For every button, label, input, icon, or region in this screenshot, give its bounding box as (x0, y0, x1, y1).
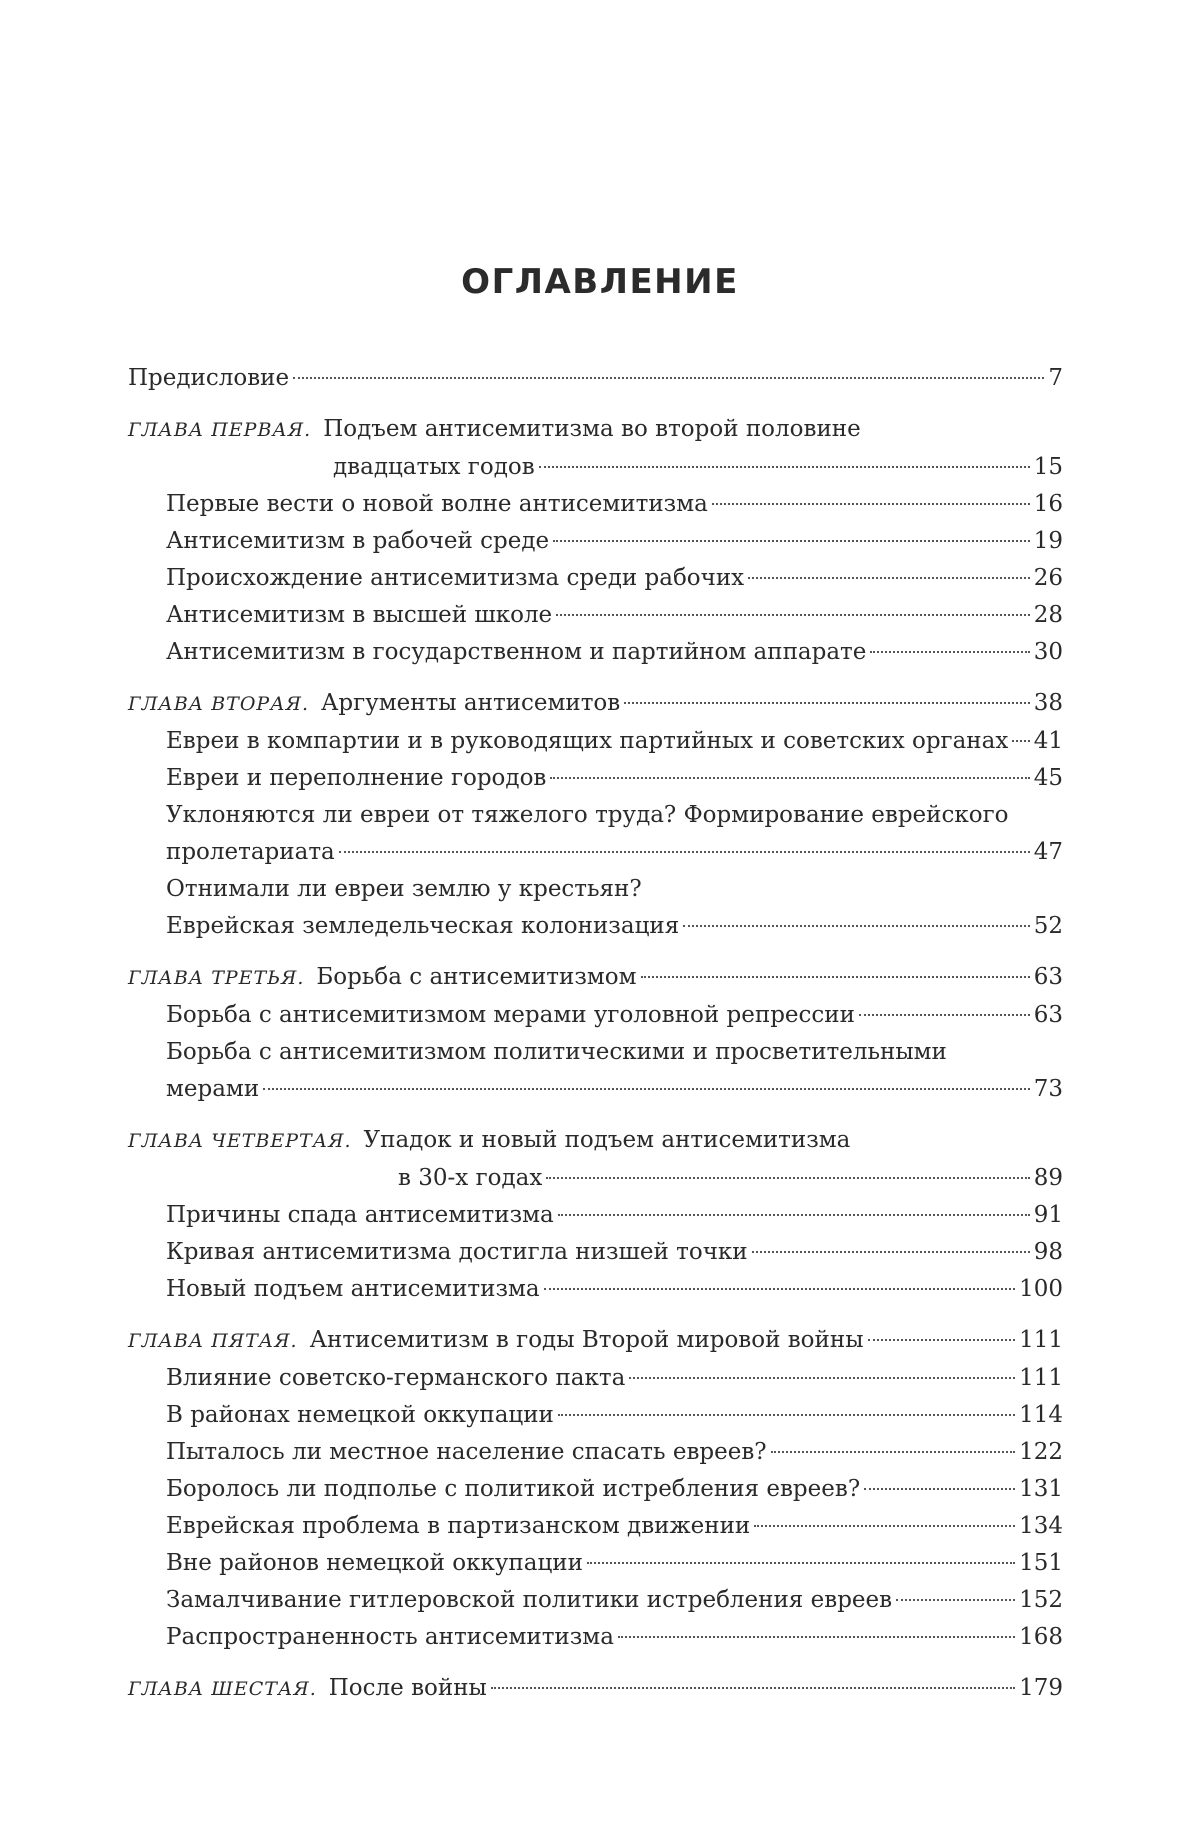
toc-page-number: 16 (1033, 491, 1063, 517)
dot-leader (896, 1599, 1015, 1601)
toc-entry[interactable] (128, 1619, 1063, 1656)
dot-leader (683, 925, 1030, 927)
toc-entry-text: Борьба с антисемитизмом мерами уголовной репрессии (166, 1002, 855, 1028)
toc-entry[interactable] (128, 597, 1063, 634)
toc-page-number: 131 (1019, 1476, 1063, 1502)
toc-entry[interactable] (128, 1508, 1063, 1545)
toc-entry-text: Первые вести о новой волне антисемитизма (166, 491, 708, 517)
toc-page-number: 52 (1033, 913, 1063, 939)
dot-leader (263, 1088, 1030, 1090)
dot-leader (546, 1177, 1029, 1179)
chapter-heading-cont[interactable] (128, 449, 1063, 486)
dot-leader (859, 1014, 1030, 1016)
chapter-heading[interactable] (128, 1122, 1063, 1160)
chapter-label: ГЛАВА ШЕСТАЯ. (128, 1678, 317, 1700)
dot-leader (558, 1414, 1015, 1416)
toc-entry[interactable] (128, 560, 1063, 597)
toc-entry[interactable] (128, 523, 1063, 560)
page-title: ОГЛАВЛЕНИЕ (461, 262, 739, 302)
chapter-label: ГЛАВА ЧЕТВЕРТАЯ. (128, 1130, 352, 1152)
toc-entry-text: Причины спада антисемитизма (166, 1202, 554, 1228)
chapter-title-line: Аргументы антисемитов (321, 690, 621, 716)
dot-leader (864, 1488, 1015, 1490)
toc-page-number: 114 (1019, 1402, 1063, 1428)
toc-entry-text: Антисемитизм в государственном и партийном аппарате (166, 639, 867, 665)
toc-entry-text: Антисемитизм в высшей школе (166, 602, 553, 628)
dot-leader (629, 1377, 1015, 1379)
chapter-title-line: Подъем антисемитизма во второй половине (323, 416, 861, 442)
toc-entry-text: Вне районов немецкой оккупации (166, 1550, 583, 1576)
toc-entry-line[interactable]: Уклоняются ли евреи от тяжелого труда? Формирование еврейского (166, 802, 1009, 828)
toc-entry-line[interactable]: Отнимали ли евреи землю у крестьян? (166, 876, 642, 902)
chapter-block (128, 411, 1063, 671)
dot-leader (544, 1288, 1016, 1290)
toc-page-number: 7 (1048, 365, 1063, 391)
chapter-block (128, 959, 1063, 1108)
toc-page-number: 134 (1019, 1513, 1063, 1539)
chapter-heading-cont[interactable] (128, 1160, 1063, 1197)
toc-page-number: 151 (1019, 1550, 1063, 1576)
toc-entry[interactable] (128, 1582, 1063, 1619)
dot-leader (618, 1636, 1015, 1638)
dot-leader (1012, 740, 1029, 742)
chapter-block (128, 1122, 1063, 1308)
dot-leader (550, 777, 1029, 779)
chapter-heading[interactable] (128, 1670, 1063, 1708)
chapter-label: ГЛАВА ВТОРАЯ. (128, 693, 309, 715)
toc-entry[interactable] (128, 760, 1063, 797)
toc-entry-text: Боролось ли подполье с политикой истребления евреев? (166, 1476, 861, 1502)
toc-entry-text: Замалчивание гитлеровской политики истребления евреев (166, 1587, 893, 1613)
toc-entry[interactable] (128, 723, 1063, 760)
dot-leader (641, 976, 1030, 978)
toc-page-number: 41 (1033, 728, 1063, 754)
toc-page-number: 63 (1033, 1002, 1063, 1028)
chapter-block (128, 685, 1063, 945)
toc-page-number: 111 (1019, 1365, 1063, 1391)
toc-entry-text: Еврейская проблема в партизанском движении (166, 1513, 751, 1539)
chapter-list (128, 411, 1063, 1708)
dot-leader (712, 503, 1030, 505)
toc-entry-text: Новый подъем антисемитизма (166, 1276, 540, 1302)
dot-leader (539, 466, 1030, 468)
toc-entry[interactable] (128, 1197, 1063, 1234)
chapter-title-line: Борьба с антисемитизмом (316, 964, 637, 990)
toc-entry-text: В районах немецкой оккупации (166, 1402, 554, 1428)
toc-page-number: 28 (1033, 602, 1063, 628)
dot-leader (771, 1451, 1015, 1453)
toc-entry-text: Евреи и переполнение городов (166, 765, 547, 791)
dot-leader (752, 1251, 1030, 1253)
toc-entry-text: Евреи в компартии и в руководящих партийных и советских органах (166, 728, 1009, 754)
toc-page-number: 100 (1019, 1276, 1063, 1302)
toc-entry-text: Происхождение антисемитизма среди рабочих (166, 565, 745, 591)
toc-page-number: 152 (1019, 1587, 1063, 1613)
toc-entry[interactable] (128, 1471, 1063, 1508)
toc-entry-text: Предисловие (128, 365, 290, 391)
toc-page-number: 26 (1033, 565, 1063, 591)
chapter-heading[interactable] (128, 1322, 1063, 1360)
toc-page-number: 47 (1033, 839, 1063, 865)
toc-page-number: 63 (1033, 964, 1063, 990)
toc-entry[interactable] (128, 1271, 1063, 1308)
toc-page-number: 73 (1033, 1076, 1063, 1102)
dot-leader (748, 577, 1030, 579)
dot-leader (293, 377, 1044, 379)
toc-entry[interactable] (128, 997, 1063, 1034)
chapter-block (128, 1670, 1063, 1708)
toc-entry-preface[interactable] (128, 360, 1063, 397)
toc-page-number: 168 (1019, 1624, 1063, 1650)
toc-entry-text: Еврейская земледельческая колонизация (166, 913, 680, 939)
dot-leader (556, 614, 1030, 616)
toc-entry[interactable] (128, 1360, 1063, 1397)
toc-entry[interactable] (128, 1071, 1063, 1108)
toc-page-number: 19 (1033, 528, 1063, 554)
toc-entry-text: Пыталось ли местное население спасать евреев? (166, 1439, 767, 1465)
toc-entry[interactable] (128, 634, 1063, 671)
chapter-title-line: в 30-х годах (398, 1165, 543, 1191)
toc-page-number: 98 (1033, 1239, 1063, 1265)
toc-entry-text: мерами (166, 1076, 260, 1102)
toc-page-number: 111 (1019, 1327, 1063, 1353)
dot-leader (624, 702, 1029, 704)
dot-leader (558, 1214, 1030, 1216)
chapter-title-line: двадцатых годов (333, 454, 535, 480)
toc-entry[interactable] (128, 834, 1063, 871)
toc-entry-text: Влияние советско-германского пакта (166, 1365, 626, 1391)
dot-leader (754, 1525, 1015, 1527)
toc-entry-text: пролетариата (166, 839, 335, 865)
toc-entry[interactable] (128, 1234, 1063, 1271)
dot-leader (553, 540, 1030, 542)
toc-entry-line[interactable]: Борьба с антисемитизмом политическими и просветительными (166, 1039, 947, 1065)
dot-leader (870, 651, 1029, 653)
toc-entry-text: Распространенность антисемитизма (166, 1624, 614, 1650)
chapter-label: ГЛАВА ТРЕТЬЯ. (128, 967, 305, 989)
toc-entry-text: Кривая антисемитизма достигла низшей точки (166, 1239, 748, 1265)
toc-entry-text: Антисемитизм в рабочей среде (166, 528, 550, 554)
dot-leader (339, 851, 1030, 853)
toc-page-number: 45 (1033, 765, 1063, 791)
dot-leader (587, 1562, 1015, 1564)
toc-page-number: 15 (1033, 454, 1063, 480)
toc-entry[interactable] (128, 1545, 1063, 1582)
toc-entry[interactable] (128, 908, 1063, 945)
toc-page-number: 38 (1033, 690, 1063, 716)
chapter-label: ГЛАВА ПЕРВАЯ. (128, 419, 312, 441)
chapter-title-line: Упадок и новый подъем антисемитизма (363, 1127, 851, 1153)
chapter-heading[interactable] (128, 959, 1063, 997)
toc-entry[interactable] (128, 1397, 1063, 1434)
toc-entry[interactable] (128, 486, 1063, 523)
toc-page-number: 89 (1033, 1165, 1063, 1191)
table-of-contents (128, 360, 1063, 1708)
chapter-heading[interactable] (128, 411, 1063, 449)
toc-page-number: 91 (1033, 1202, 1063, 1228)
toc-page-number: 30 (1033, 639, 1063, 665)
toc-entry[interactable] (128, 1434, 1063, 1471)
chapter-title-line: Антисемитизм в годы Второй мировой войны (309, 1327, 864, 1353)
chapter-heading[interactable] (128, 685, 1063, 723)
toc-page-number: 179 (1019, 1675, 1063, 1701)
chapter-title-line: После войны (328, 1675, 487, 1701)
dot-leader (491, 1687, 1015, 1689)
toc-page-number: 122 (1019, 1439, 1063, 1465)
chapter-label: ГЛАВА ПЯТАЯ. (128, 1330, 298, 1352)
chapter-block (128, 1322, 1063, 1656)
dot-leader (868, 1339, 1016, 1341)
